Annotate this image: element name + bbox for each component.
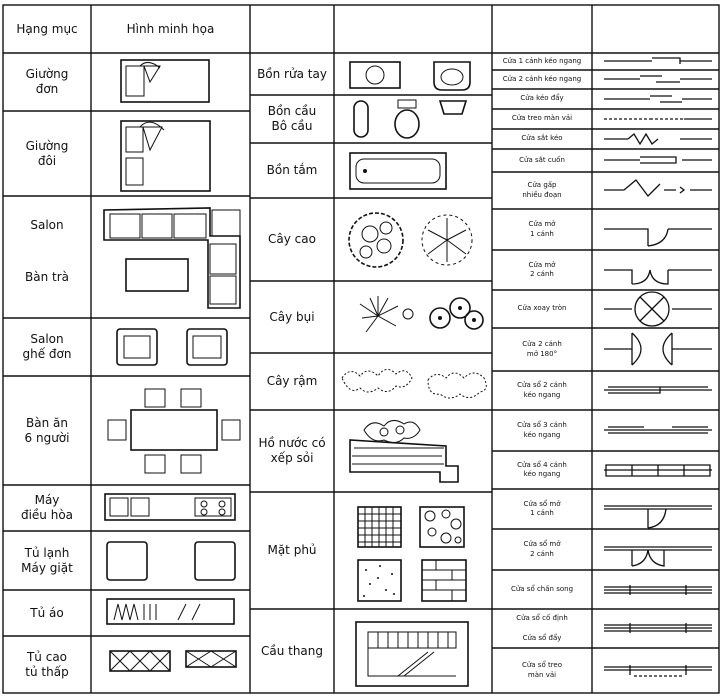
label-surface-cover: Mặt phủ bbox=[267, 543, 317, 557]
double-bed-symbol bbox=[121, 121, 210, 191]
label-window-3-sliding: Cửa sổ 3 cánh kéo ngang bbox=[517, 421, 567, 439]
label-staircase: Cầu thang bbox=[260, 643, 324, 658]
label-door-curtain: Cửa treo màn vải bbox=[511, 114, 573, 123]
label-door-2-sliding: Cửa 2 cánh kéo ngang bbox=[502, 74, 582, 83]
label-shrub: Cây bụi bbox=[269, 309, 315, 324]
label-window-1-swing: Cửa sổ mở 1 cánh bbox=[523, 499, 561, 517]
armchair-symbol bbox=[117, 329, 227, 365]
label-window-2-swing: Cửa sổ mở 2 cánh bbox=[523, 540, 561, 558]
label-door-multi-fold: Cửa gấp nhiều đoạn bbox=[522, 181, 562, 199]
label-toilet: Bồn cầu Bô cầu bbox=[267, 104, 317, 133]
single-bed-symbol bbox=[121, 60, 209, 102]
pond-with-pebbles-symbol bbox=[350, 420, 458, 482]
label-bathtub: Bồn tắm bbox=[266, 163, 318, 177]
wardrobe-symbol bbox=[107, 599, 234, 624]
surface-cover-symbol bbox=[358, 507, 466, 601]
label-washbasin: Bồn rửa tay bbox=[257, 66, 327, 81]
label-armchair: Salon ghế đơn bbox=[22, 332, 72, 361]
label-window-bars: Cửa sổ chấn song bbox=[510, 584, 574, 593]
label-window-2-sliding: Cửa sổ 2 cánh kéo ngang bbox=[517, 381, 567, 399]
label-door-2-swing: Cửa mở 2 cánh bbox=[528, 260, 556, 278]
label-window-curtain: Cửa sổ treo màn vải bbox=[521, 661, 563, 679]
label-fridge-washer: Tủ lạnh Máy giặt bbox=[21, 545, 73, 575]
washbasin-symbol bbox=[350, 62, 470, 90]
label-wardrobe: Tủ áo bbox=[30, 605, 64, 620]
label-window-fixed: Cửa sổ cố định bbox=[516, 614, 568, 623]
label-door-1-sliding: Cửa 1 cánh kéo ngang bbox=[502, 56, 582, 65]
header-illustration: Hình minh họa bbox=[126, 21, 215, 36]
label-dining-table: Bàn ăn 6 người bbox=[24, 415, 70, 445]
sofa-coffee-table-symbol bbox=[104, 208, 240, 308]
label-door-iron-rolling: Cửa sắt cuốn bbox=[519, 155, 565, 164]
label-single-bed: Giường đơn bbox=[25, 67, 69, 96]
tall-low-cabinet-symbol bbox=[110, 651, 236, 671]
toilet-symbol bbox=[354, 100, 466, 138]
label-window-4-sliding: Cửa sổ 4 cánh kéo ngang bbox=[517, 460, 567, 478]
label-sofa: Salon bbox=[30, 217, 64, 232]
shrub-symbol bbox=[360, 296, 483, 332]
label-window-push: Cửa sổ đẩy bbox=[522, 633, 562, 642]
door-window-symbols bbox=[604, 58, 712, 676]
header-category: Hạng mục bbox=[16, 21, 78, 36]
label-door-1-swing: Cửa mở 1 cánh bbox=[528, 220, 556, 238]
label-tall-tree: Cây cao bbox=[268, 232, 316, 246]
fridge-washer-symbol bbox=[107, 542, 235, 580]
label-coffee-table: Bàn trà bbox=[25, 269, 69, 284]
dining-table-symbol bbox=[108, 389, 240, 473]
air-conditioner-symbol bbox=[105, 494, 235, 520]
label-door-revolving: Cửa xoay tròn bbox=[517, 304, 567, 313]
label-door-iron-folding: Cửa sắt kéo bbox=[521, 134, 563, 143]
dense-plant-symbol bbox=[342, 369, 486, 398]
tall-tree-symbol bbox=[349, 213, 472, 267]
label-pond: Hồ nước có xếp sỏi bbox=[258, 436, 326, 465]
label-door-2-180: Cửa 2 cánh mở 180° bbox=[522, 340, 562, 358]
bathtub-symbol bbox=[350, 153, 446, 189]
label-door-push-pull: Cửa kéo đẩy bbox=[520, 94, 564, 103]
label-cabinets: Tủ cao tủ thấp bbox=[25, 649, 69, 679]
label-dense-plant: Cây rậm bbox=[266, 374, 318, 388]
label-air-conditioner: Máy điều hòa bbox=[20, 493, 74, 522]
label-double-bed: Giường đôi bbox=[25, 138, 69, 168]
staircase-symbol bbox=[356, 622, 468, 686]
